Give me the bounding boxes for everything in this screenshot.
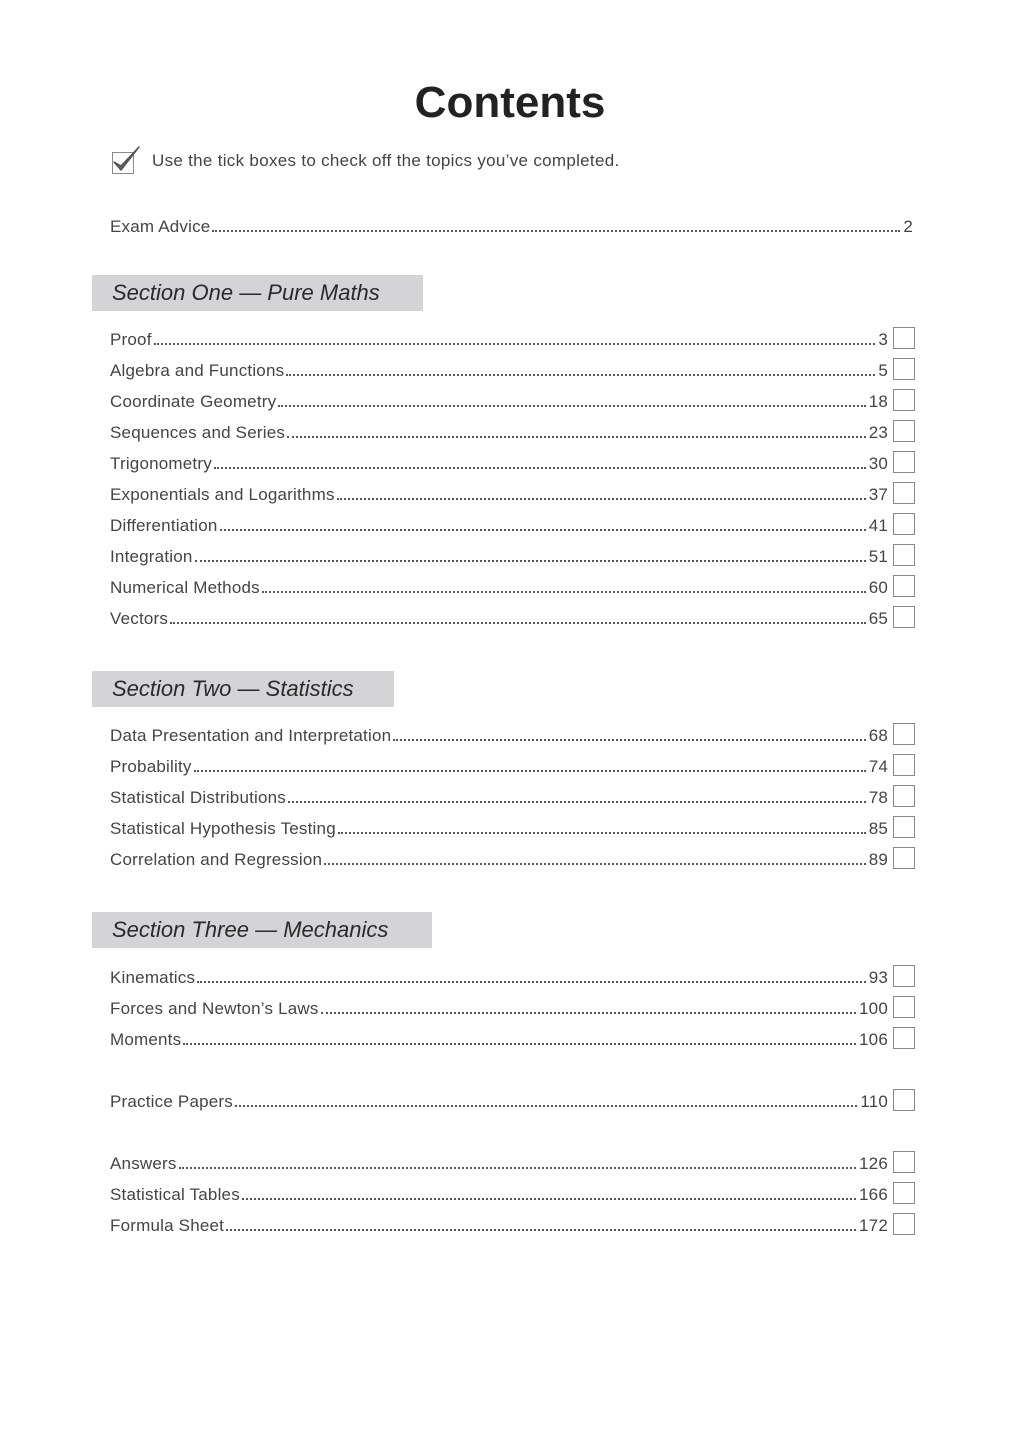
toc-entry-label: Coordinate Geometry bbox=[110, 392, 277, 411]
toc-entry-label: Differentiation bbox=[110, 516, 218, 535]
toc-entry-page: 100 bbox=[859, 999, 888, 1018]
toc-entry-page: 3 bbox=[878, 330, 888, 349]
tick-checkbox[interactable] bbox=[893, 847, 915, 869]
toc-entry-page: 65 bbox=[868, 609, 888, 628]
tick-checkbox[interactable] bbox=[893, 1213, 915, 1235]
tick-checkbox[interactable] bbox=[893, 451, 915, 473]
toc-entry-practice-papers[interactable] bbox=[110, 1086, 915, 1112]
dot-leader bbox=[235, 1105, 857, 1107]
toc-entry[interactable] bbox=[110, 844, 915, 870]
dot-leader bbox=[287, 436, 866, 438]
toc-entry[interactable] bbox=[110, 962, 915, 988]
dot-leader bbox=[338, 832, 866, 834]
dot-leader bbox=[337, 498, 866, 500]
toc-entry-page: 18 bbox=[868, 392, 888, 411]
dot-leader bbox=[286, 374, 875, 376]
toc-entry-page: 23 bbox=[868, 423, 888, 442]
dot-leader bbox=[154, 343, 876, 345]
dot-leader bbox=[179, 1167, 856, 1169]
dot-leader bbox=[393, 739, 865, 741]
tick-checkbox[interactable] bbox=[893, 327, 915, 349]
toc-entry-label: Proof bbox=[110, 330, 152, 349]
dot-leader bbox=[214, 467, 866, 469]
toc-entry[interactable] bbox=[110, 603, 915, 629]
toc-entry[interactable] bbox=[110, 782, 915, 808]
toc-entry-label: Numerical Methods bbox=[110, 578, 260, 597]
tick-checkbox[interactable] bbox=[893, 575, 915, 597]
checkmark-icon bbox=[110, 148, 136, 174]
toc-entry-label: Vectors bbox=[110, 609, 169, 628]
toc-entry-page: 89 bbox=[868, 850, 888, 869]
dot-leader bbox=[197, 981, 866, 983]
dot-leader bbox=[262, 591, 866, 593]
toc-entry-label: Practice Papers bbox=[110, 1092, 233, 1111]
toc-entry[interactable] bbox=[110, 417, 915, 443]
toc-entry[interactable] bbox=[110, 813, 915, 839]
toc-entry-label: Statistical Hypothesis Testing bbox=[110, 819, 336, 838]
tick-checkbox[interactable] bbox=[893, 482, 915, 504]
tick-checkbox[interactable] bbox=[893, 1182, 915, 1204]
toc-entry[interactable] bbox=[110, 510, 915, 536]
toc-entry[interactable] bbox=[110, 448, 915, 474]
toc-entry-page: 106 bbox=[859, 1030, 888, 1049]
dot-leader bbox=[212, 230, 900, 232]
section-heading-statistics: Section Two — Statistics bbox=[92, 671, 394, 707]
toc-entry[interactable] bbox=[110, 355, 915, 381]
dot-leader bbox=[183, 1043, 856, 1045]
tick-checkbox[interactable] bbox=[893, 1089, 915, 1111]
toc-entry-page: 126 bbox=[859, 1154, 888, 1173]
toc-entry[interactable] bbox=[110, 541, 915, 567]
toc-entry-label: Correlation and Regression bbox=[110, 850, 323, 869]
tick-checkbox[interactable] bbox=[893, 606, 915, 628]
toc-entry[interactable] bbox=[110, 1148, 915, 1174]
toc-entry-page: 74 bbox=[868, 757, 888, 776]
toc-entry-label: Answers bbox=[110, 1154, 177, 1173]
toc-entry-label: Exam Advice bbox=[110, 217, 211, 236]
toc-entry-exam-advice[interactable] bbox=[110, 211, 915, 237]
tick-checkbox[interactable] bbox=[893, 389, 915, 411]
tick-checkbox[interactable] bbox=[893, 723, 915, 745]
toc-entry-page: 110 bbox=[860, 1092, 888, 1111]
toc-entry-label: Data Presentation and Interpretation bbox=[110, 726, 392, 745]
section-heading-pure-maths: Section One — Pure Maths bbox=[92, 275, 423, 311]
toc-entry-page: 60 bbox=[868, 578, 888, 597]
toc-entry-page: 78 bbox=[868, 788, 888, 807]
toc-entry-page: 68 bbox=[868, 726, 888, 745]
toc-entry[interactable] bbox=[110, 324, 915, 350]
toc-entry-label: Forces and Newton’s Laws bbox=[110, 999, 319, 1018]
toc-entry-page: 41 bbox=[868, 516, 888, 535]
toc-entry-page: 85 bbox=[868, 819, 888, 838]
dot-leader bbox=[195, 560, 866, 562]
dot-leader bbox=[324, 863, 866, 865]
toc-entry-label: Trigonometry bbox=[110, 454, 212, 473]
toc-entry-label: Probability bbox=[110, 757, 192, 776]
toc-entry-page: 2 bbox=[903, 217, 913, 236]
toc-entry[interactable] bbox=[110, 751, 915, 777]
toc-entry-label: Exponentials and Logarithms bbox=[110, 485, 335, 504]
toc-entry-page: 93 bbox=[868, 968, 888, 987]
toc-entry-label: Formula Sheet bbox=[110, 1216, 225, 1235]
tick-checkbox[interactable] bbox=[893, 1151, 915, 1173]
toc-entry-label: Integration bbox=[110, 547, 193, 566]
toc-entry[interactable] bbox=[110, 1179, 915, 1205]
instruction bbox=[110, 146, 619, 176]
toc-entry-page: 172 bbox=[859, 1216, 888, 1235]
toc-entry-label: Kinematics bbox=[110, 968, 196, 987]
tick-checkbox[interactable] bbox=[893, 358, 915, 380]
dot-leader bbox=[321, 1012, 856, 1014]
toc-entry[interactable] bbox=[110, 572, 915, 598]
toc-entry-label: Statistical Distributions bbox=[110, 788, 287, 807]
toc-entry-page: 166 bbox=[859, 1185, 888, 1204]
toc-entry[interactable] bbox=[110, 720, 915, 746]
toc-entry[interactable] bbox=[110, 479, 915, 505]
dot-leader bbox=[242, 1198, 856, 1200]
dot-leader bbox=[220, 529, 866, 531]
toc-entry-label: Sequences and Series bbox=[110, 423, 286, 442]
tick-checkbox[interactable] bbox=[893, 965, 915, 987]
toc-entry[interactable] bbox=[110, 1024, 915, 1050]
tick-checkbox[interactable] bbox=[893, 1027, 915, 1049]
toc-entry-label: Algebra and Functions bbox=[110, 361, 285, 380]
tick-checkbox[interactable] bbox=[893, 754, 915, 776]
tick-checkbox[interactable] bbox=[893, 816, 915, 838]
dot-leader bbox=[226, 1229, 856, 1231]
toc-entry-page: 51 bbox=[868, 547, 888, 566]
tick-checkbox[interactable] bbox=[893, 785, 915, 807]
dot-leader bbox=[170, 622, 866, 624]
dot-leader bbox=[278, 405, 865, 407]
tick-checkbox[interactable] bbox=[893, 420, 915, 442]
dot-leader bbox=[194, 770, 866, 772]
tick-checkbox[interactable] bbox=[893, 513, 915, 535]
instruction-text: Use the tick boxes to check off the topics you’ve completed. bbox=[152, 151, 620, 170]
toc-entry[interactable] bbox=[110, 1210, 915, 1236]
page-title: Contents bbox=[414, 78, 606, 127]
tick-checkbox[interactable] bbox=[893, 544, 915, 566]
toc-entry-page: 5 bbox=[878, 361, 888, 380]
toc-entry[interactable] bbox=[110, 993, 915, 1019]
toc-entry-label: Statistical Tables bbox=[110, 1185, 240, 1204]
toc-entry-page: 30 bbox=[868, 454, 888, 473]
tick-checkbox[interactable] bbox=[893, 996, 915, 1018]
toc-entry-label: Moments bbox=[110, 1030, 182, 1049]
toc-entry-page: 37 bbox=[868, 485, 888, 504]
dot-leader bbox=[288, 801, 866, 803]
toc-entry[interactable] bbox=[110, 386, 915, 412]
section-heading-mechanics: Section Three — Mechanics bbox=[92, 912, 432, 948]
